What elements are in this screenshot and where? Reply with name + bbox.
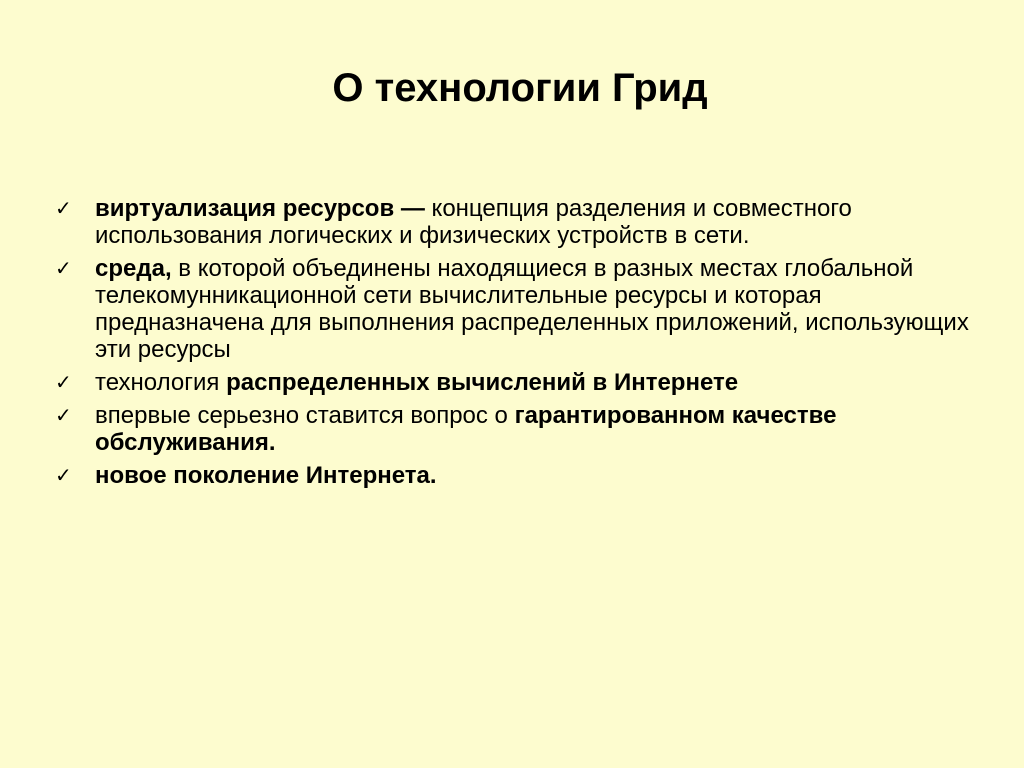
bullet-item <box>55 195 975 249</box>
bullet-bold-text: гарантированном качестве обслуживания. <box>95 402 837 456</box>
bullet-bold-text: распределенных вычислений в Интернете <box>226 369 739 396</box>
bullet-item <box>55 462 975 489</box>
bullet-bold-text: новое поколение Интернета. <box>95 462 437 489</box>
check-icon: ✓ <box>55 403 72 427</box>
check-icon: ✓ <box>55 463 72 487</box>
bullet-item <box>55 369 975 396</box>
bullet-item <box>55 255 975 363</box>
bullet-text: технология <box>95 369 227 396</box>
check-icon: ✓ <box>55 370 72 394</box>
bullet-text: концепция разделения и совместного использования логических и физических устройств в сети. <box>95 195 852 249</box>
check-icon: ✓ <box>55 256 72 280</box>
bullet-text: в которой объединены находящиеся в разных местах глобальной телекомунникационной сети вычислительные ресурсы и которая предназначена для выполнения распределенных приложений, использующих эти ресурсы <box>95 255 969 363</box>
check-icon: ✓ <box>55 196 72 220</box>
slide-title: О технологии Грид <box>332 66 708 110</box>
bullet-bold-text: среда, <box>95 255 172 282</box>
bullet-text: впервые серьезно ставится вопрос о <box>95 402 515 429</box>
bullet-list <box>55 195 975 495</box>
bullet-bold-text: виртуализация ресурсов — <box>95 195 425 222</box>
bullet-item <box>55 402 975 456</box>
